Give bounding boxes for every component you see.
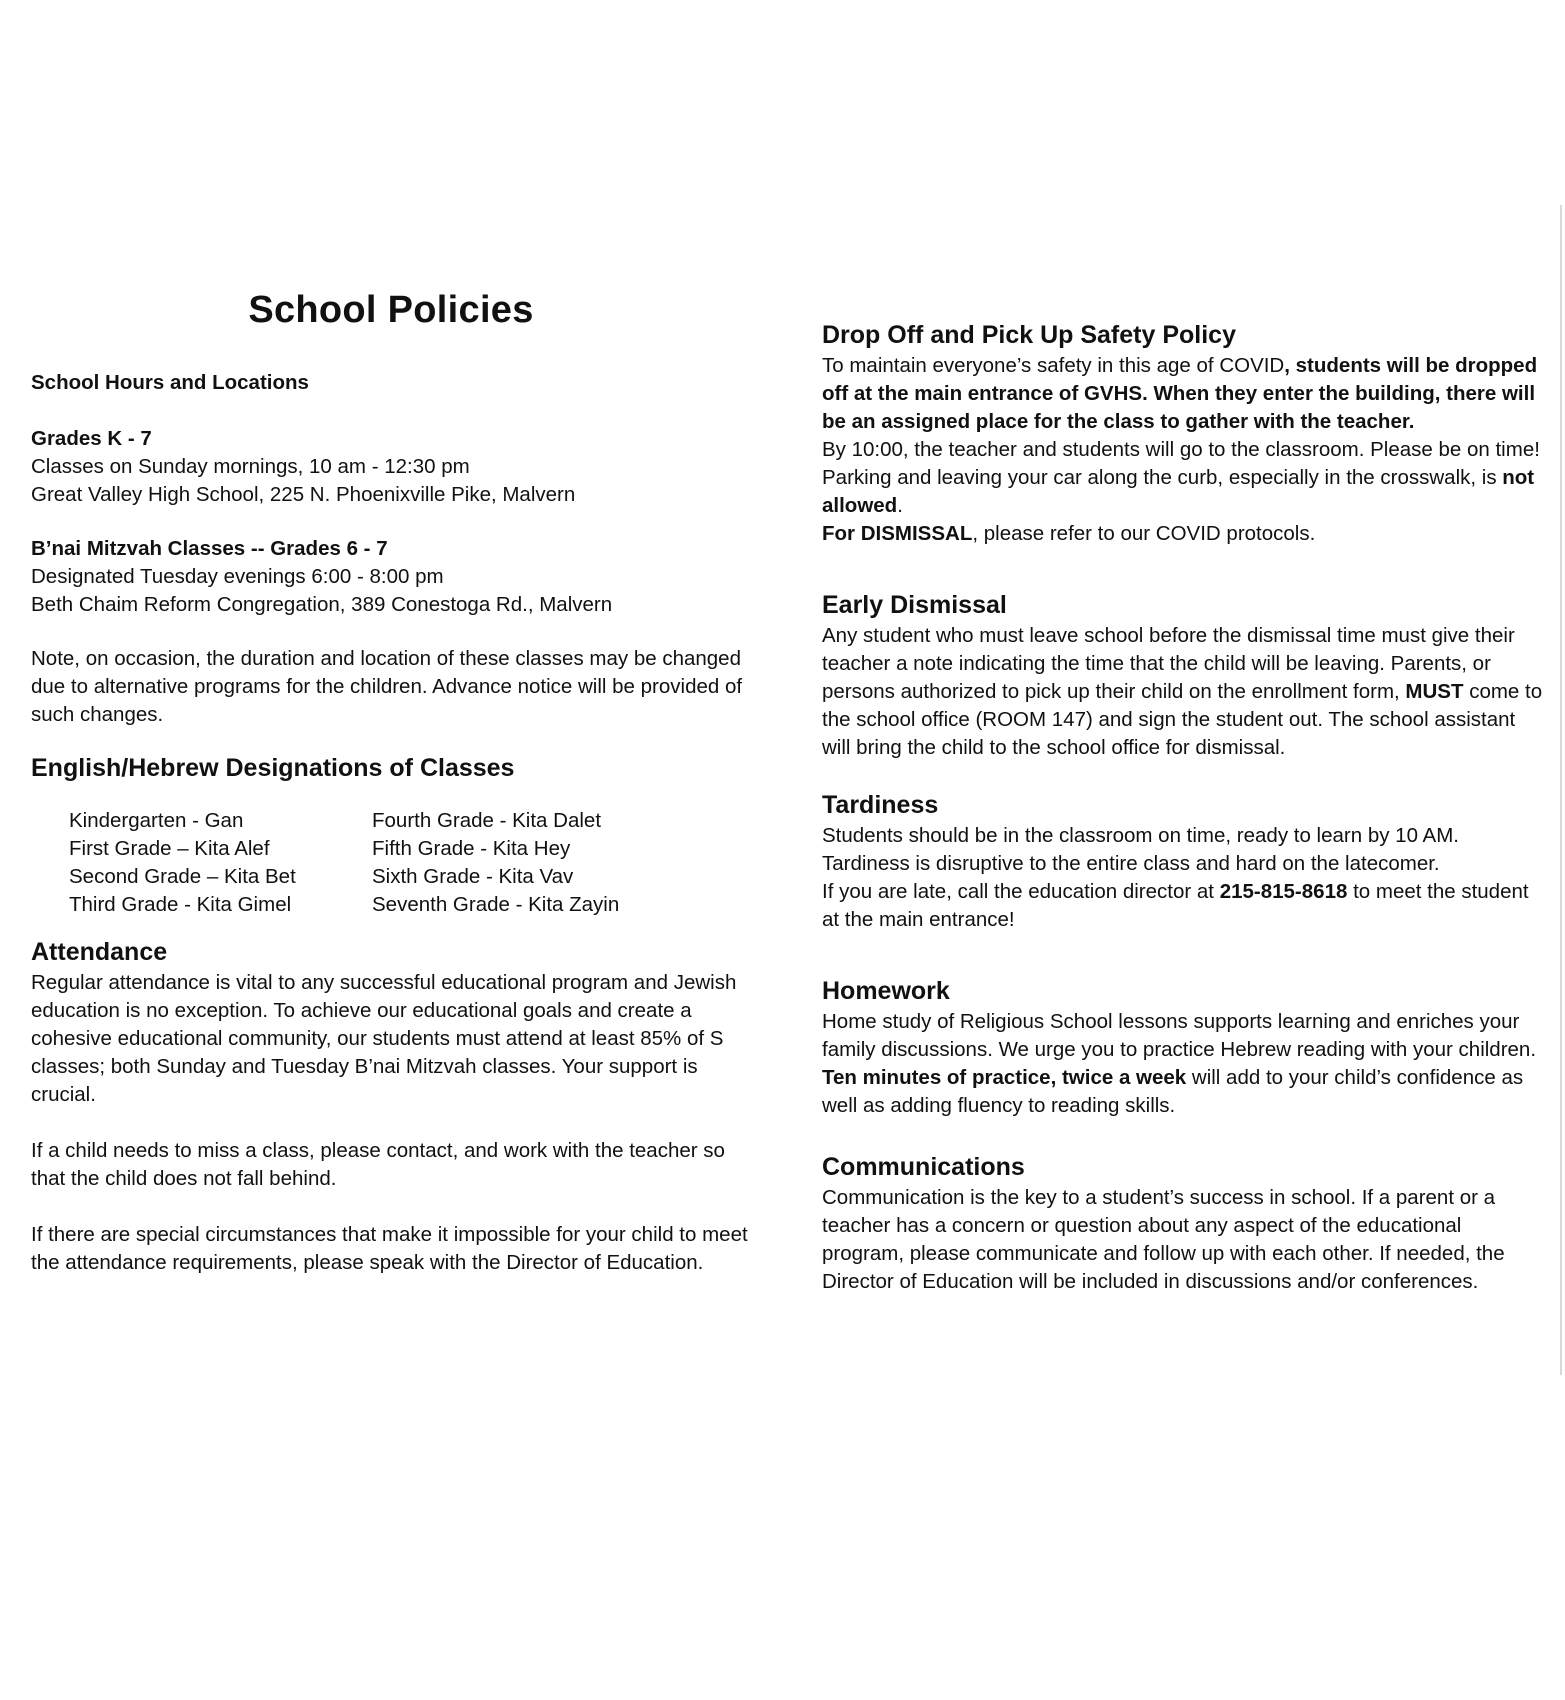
grades-k7-schedule: Classes on Sunday mornings, 10 am - 12:30 pm bbox=[31, 455, 470, 478]
attendance-paragraph-3: If there are special circumstances that make it impossible for your child to meet the attendance requirements, please speak with the Director of Education. bbox=[31, 1223, 748, 1274]
designation-item: Fifth Grade - Kita Hey bbox=[372, 837, 571, 860]
designation-item: Second Grade – Kita Bet bbox=[69, 865, 296, 888]
bnai-label: B’nai Mitzvah Classes -- Grades 6 - 7 bbox=[31, 537, 388, 560]
designation-item: Third Grade - Kita Gimel bbox=[69, 893, 292, 916]
dropoff-paragraph-1 bbox=[822, 352, 1547, 436]
right-column bbox=[822, 318, 1547, 1296]
homework-heading: Homework bbox=[822, 977, 950, 1005]
grades-k7-block bbox=[31, 425, 751, 509]
designation-item: Seventh Grade - Kita Zayin bbox=[372, 893, 620, 916]
attendance-paragraph-2: If a child needs to miss a class, please contact, and work with the teacher so that the child does not fall behind. bbox=[31, 1139, 725, 1190]
designations-grid bbox=[69, 807, 751, 919]
attendance-heading: Attendance bbox=[31, 938, 168, 966]
dropoff-paragraph-4 bbox=[822, 520, 1547, 548]
page-edge-line bbox=[1560, 205, 1562, 1375]
dropoff-p3-end: . bbox=[897, 494, 903, 517]
grades-k7-label: Grades K - 7 bbox=[31, 427, 152, 450]
dropoff-p1-bold: , students will be dropped off at the main entrance of GVHS. When they enter the building, there will be an assigned place for the class to gather with the teacher. bbox=[822, 354, 1538, 433]
tardiness-line-3 bbox=[822, 878, 1547, 934]
dropoff-paragraph-3 bbox=[822, 464, 1547, 520]
dropoff-paragraph-2: By 10:00, the teacher and students will go to the classroom. Please be on time! bbox=[822, 438, 1540, 461]
dropoff-p4-text: , please refer to our COVID protocols. bbox=[972, 522, 1316, 545]
hours-note: Note, on occasion, the duration and location of these classes may be changed due to alternative programs for the children. Advance notice will be provided of such changes. bbox=[31, 647, 743, 726]
dropoff-p1-text: To maintain everyone’s safety in this age of COVID bbox=[822, 354, 1285, 377]
dropoff-heading: Drop Off and Pick Up Safety Policy bbox=[822, 321, 1236, 349]
designation-item: Kindergarten - Gan bbox=[69, 809, 244, 832]
early-dismissal-paragraph bbox=[822, 622, 1547, 762]
dropoff-p3-bold: not allowed bbox=[822, 466, 1535, 517]
bnai-schedule: Designated Tuesday evenings 6:00 - 8:00 pm bbox=[31, 565, 444, 588]
tardiness-line-1: Students should be in the classroom on time, ready to learn by 10 AM. bbox=[822, 824, 1459, 847]
designations-heading: English/Hebrew Designations of Classes bbox=[31, 754, 515, 782]
tardiness-line-2: Tardiness is disruptive to the entire class and hard on the latecomer. bbox=[822, 852, 1440, 875]
hours-heading: School Hours and Locations bbox=[31, 371, 309, 394]
dropoff-p3-text: Parking and leaving your car along the curb, especially in the crosswalk, is bbox=[822, 466, 1503, 489]
attendance-paragraph-1: Regular attendance is vital to any successful educational program and Jewish education is no exception. To achieve our educational goals and create a cohesive educational community, our students must attend at least 85% of S classes; both Sunday and Tuesday B’nai Mitzvah classes. Your support is crucial. bbox=[31, 971, 737, 1106]
designation-item: First Grade – Kita Alef bbox=[69, 837, 270, 860]
homework-text-a: Home study of Religious School lessons supports learning and enriches your family discussions. We urge you to practice Hebrew reading with your children. bbox=[822, 1010, 1537, 1061]
designation-item: Fourth Grade - Kita Dalet bbox=[372, 809, 602, 832]
tardiness-heading: Tardiness bbox=[822, 791, 939, 819]
tardiness-text-c: to meet the student at the main entrance! bbox=[822, 880, 1529, 931]
communications-heading: Communications bbox=[822, 1153, 1025, 1181]
homework-paragraph bbox=[822, 1008, 1547, 1120]
early-dismissal-heading: Early Dismissal bbox=[822, 591, 1007, 619]
early-text-c: come to the school office (ROOM 147) and sign the student out. The school assistant will bring the child to the school office for dismissal. bbox=[822, 680, 1543, 759]
left-column bbox=[31, 285, 751, 1277]
communications-paragraph: Communication is the key to a student’s success in school. If a parent or a teacher has a concern or question about any aspect of the educational program, please communicate and follow up with each other. If needed, the Director of Education will be included in discussions and/or conferences. bbox=[822, 1186, 1505, 1293]
tardiness-text-a: If you are late, call the education director at bbox=[822, 880, 1220, 903]
designation-item: Sixth Grade - Kita Vav bbox=[372, 865, 574, 888]
early-text-a: Any student who must leave school before the dismissal time must give their teacher a note indicating the time that the child will be leaving. Parents, or persons authorized to pick up their child on the enrollment form, bbox=[822, 624, 1515, 703]
dropoff-p4-bold: For DISMISSAL bbox=[822, 522, 973, 545]
bnai-block bbox=[31, 535, 751, 619]
homework-text-c: will add to your child’s confidence as well as adding fluency to reading skills. bbox=[822, 1066, 1524, 1117]
homework-bold: Ten minutes of practice, twice a week bbox=[822, 1066, 1187, 1089]
page-title: School Policies bbox=[248, 289, 534, 331]
bnai-location: Beth Chaim Reform Congregation, 389 Conestoga Rd., Malvern bbox=[31, 593, 613, 616]
grades-k7-location: Great Valley High School, 225 N. Phoenixville Pike, Malvern bbox=[31, 483, 576, 506]
early-bold: MUST bbox=[1405, 680, 1464, 703]
tardiness-phone: 215-815-8618 bbox=[1219, 880, 1348, 903]
